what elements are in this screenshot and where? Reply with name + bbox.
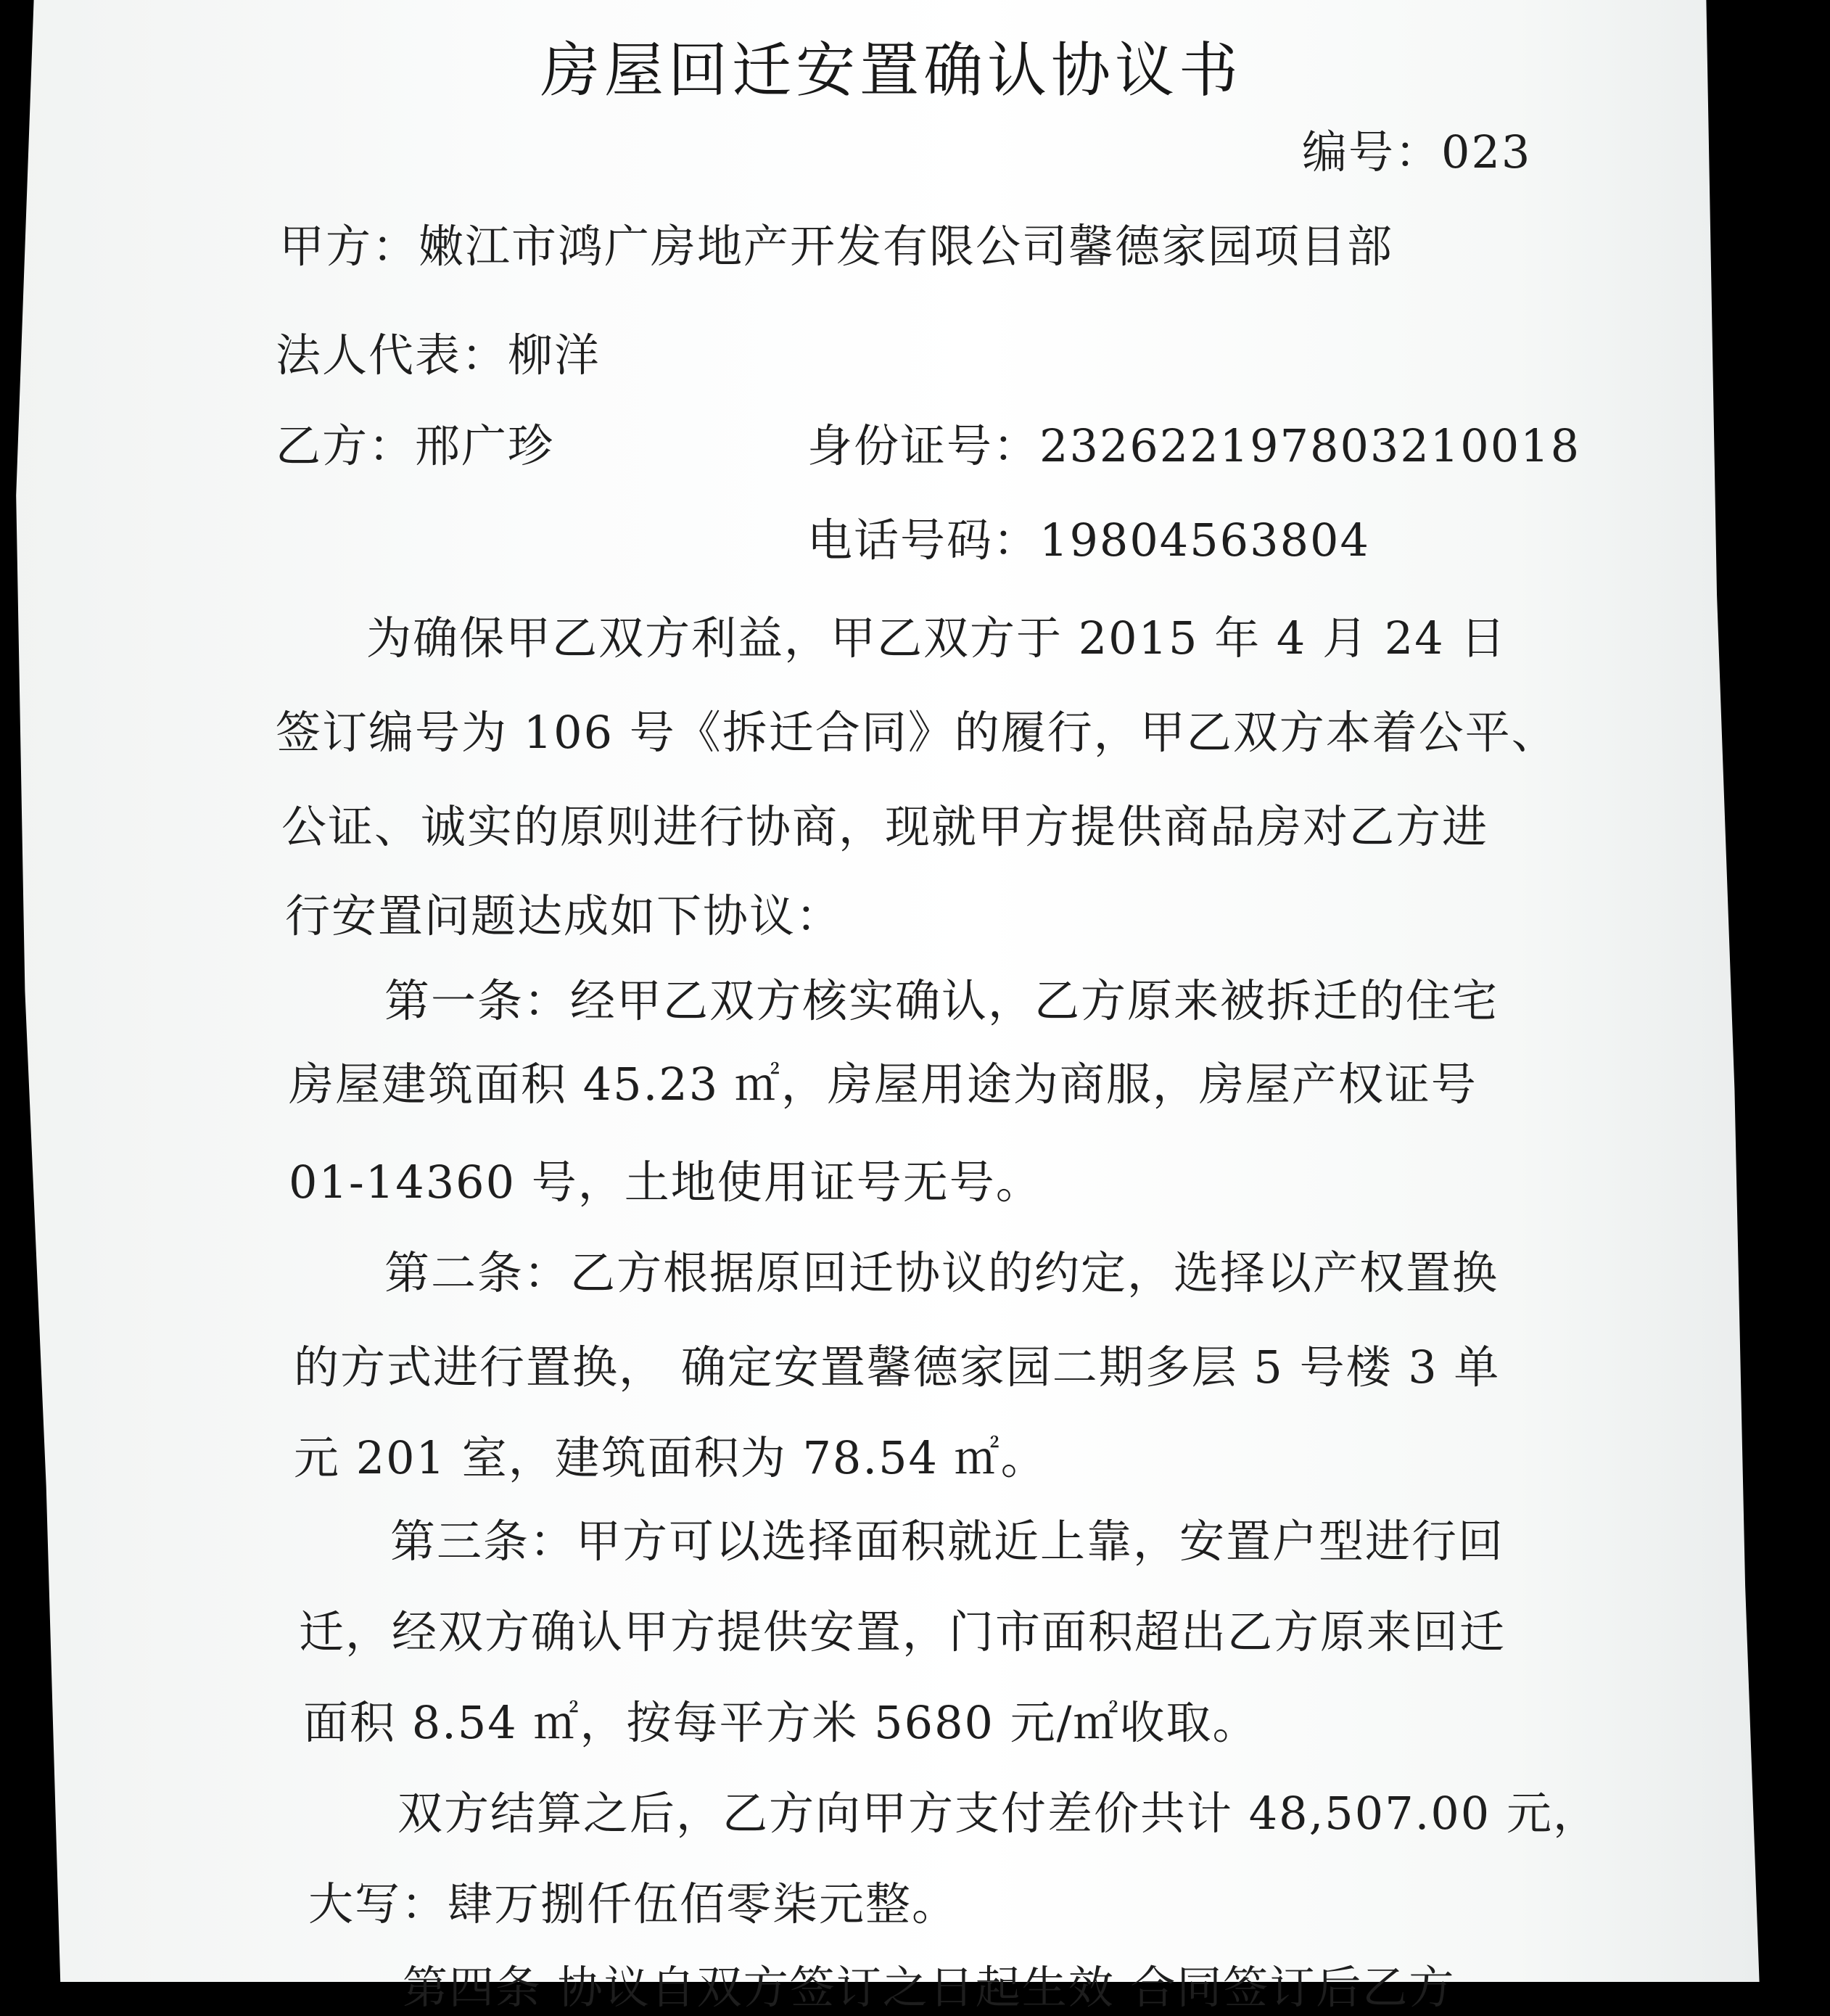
article1-line-1: 第一条：经甲乙双方核实确认，乙方原来被拆迁的住宅 — [384, 974, 1499, 1027]
article2-line-1: 第二条：乙方根据原回迁协议的约定，选择以产权置换 — [384, 1246, 1499, 1299]
document-number: 编号：023 — [1302, 126, 1532, 178]
intro-line-1: 为确保甲乙双方利益，甲乙双方于 2015 年 4 月 24 日 — [366, 612, 1507, 665]
intro-line-2: 签订编号为 106 号《拆迁合同》的履行，甲乙双方本着公平、 — [276, 706, 1558, 759]
article3-line-3: 面积 8.54 ㎡，按每平方米 5680 元/㎡收取。 — [303, 1696, 1259, 1749]
article3-line-1: 第三条：甲方可以选择面积就近上靠，安置户型进行回 — [390, 1515, 1505, 1568]
intro-line-3: 公证、诚实的原则进行协商，现就甲方提供商品房对乙方进 — [281, 800, 1489, 853]
document-title: 房屋回迁安置确认协议书 — [540, 36, 1243, 105]
phone-number: 电话号码：19804563804 — [807, 514, 1370, 567]
article4-line-1: 第四条 协议自双方签订之日起生效 合同签订后乙方 — [403, 1961, 1456, 2014]
party-b: 乙方：邢广珍 — [276, 419, 555, 472]
article3-line-2: 迁，经双方确认甲方提供安置，门市面积超出乙方原来回迁 — [299, 1605, 1507, 1658]
id-number: 身份证号：232622197803210018 — [807, 419, 1581, 472]
legal-representative: 法人代表：柳洋 — [276, 329, 601, 382]
article1-line-2: 房屋建筑面积 45.23 ㎡，房屋用途为商服，房屋产权证号 — [289, 1058, 1477, 1111]
article2-line-3: 元 201 室，建筑面积为 78.54 ㎡。 — [294, 1431, 1047, 1484]
intro-line-4: 行安置问题达成如下协议： — [285, 889, 843, 942]
party-a: 甲方：嫩江市鸿广房地产开发有限公司馨德家园项目部 — [279, 220, 1394, 273]
article1-line-3: 01-14360 号，土地使用证号无号。 — [289, 1156, 1042, 1209]
article2-line-2: 的方式进行置换， 确定安置馨德家园二期多层 5 号楼 3 单 — [294, 1341, 1501, 1394]
settlement-line-1: 双方结算之后，乙方向甲方支付差价共计 48,507.00 元， — [397, 1787, 1599, 1840]
settlement-line-2: 大写：肆万捌仟伍佰零柒元整。 — [308, 1877, 959, 1930]
